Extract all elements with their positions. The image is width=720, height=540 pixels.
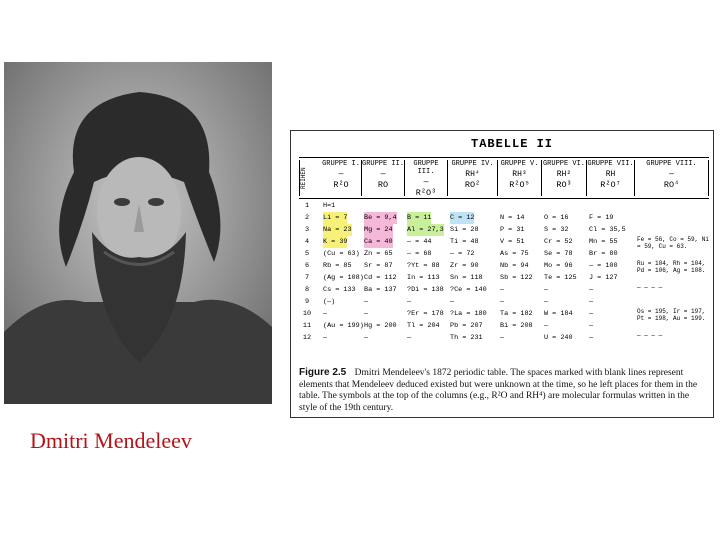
element-cell: Ba = 137 <box>364 286 397 294</box>
element-cell: ?Di = 138 <box>407 286 444 294</box>
element-cell: Pb = 207 <box>450 322 483 330</box>
element-cell: Bi = 208 <box>500 322 533 330</box>
element-cell: Ta = 182 <box>500 310 533 318</box>
row-number: 3 <box>304 226 310 234</box>
table-row <box>299 212 709 224</box>
row-number: 4 <box>304 238 310 246</box>
table-row <box>299 332 709 344</box>
table-grid <box>299 157 709 378</box>
group-name: GRUPPE IV. <box>451 160 494 168</box>
element-cell: Cs = 133 <box>323 286 356 294</box>
element-cell: B = 11 <box>407 214 432 222</box>
element-cell: Ru = 104, Rh = 104, Pd = 106, Ag = 108. <box>637 260 706 274</box>
group-name: GRUPPE VIII. <box>646 160 697 168</box>
element-cell: ?La = 180 <box>450 310 487 318</box>
row-number: 11 <box>302 322 312 330</box>
portrait-caption: Dmitri Mendeleev <box>30 428 192 453</box>
element-cell: Tl = 204 <box>407 322 440 330</box>
element-cell: Hg = 200 <box>364 322 397 330</box>
element-cell: Zn = 65 <box>364 250 393 258</box>
element-cell: Li = 7 <box>323 214 348 222</box>
hydride-formula: — <box>669 170 674 179</box>
table-row <box>299 260 709 272</box>
figure-text: Dmitri Mendeleev's 1872 periodic table. The spaces marked with blank lines represent elements that Mendeleev deduced existed but were unknown at the time, so he left places for them in the table. The symbols at the top of the columns (e.g., R²O and RH⁴) are molecular formulas written in the style of the 19th century. <box>299 368 698 413</box>
element-cell: Ti = 48 <box>450 238 479 246</box>
oxide-formula: RO <box>377 180 389 190</box>
row-number: 12 <box>302 334 312 342</box>
element-cell: Os = 195, Ir = 197, Pt = 198, Au = 199. <box>637 308 706 322</box>
element-cell: S = 32 <box>544 226 569 234</box>
table-row <box>299 272 709 284</box>
hydride-formula: RH² <box>556 170 572 179</box>
table-row <box>299 236 709 248</box>
element-cell: U = 240 <box>544 334 573 342</box>
element-cell: ?Er = 178 <box>407 310 444 318</box>
element-cell: — = 72 <box>450 250 475 258</box>
group-header <box>635 160 709 196</box>
table-row <box>299 284 709 296</box>
row-number: 7 <box>304 274 310 282</box>
figure-label: Figure 2.5 <box>299 367 347 378</box>
row-number: 8 <box>304 286 310 294</box>
row-number: 2 <box>304 214 310 222</box>
oxide-formula: R²O⁵ <box>509 180 530 190</box>
element-cell: — <box>589 310 594 318</box>
element-cell: — <box>323 334 328 342</box>
element-cell: In = 113 <box>407 274 440 282</box>
element-cell: (Au = 199) <box>323 322 364 330</box>
element-cell: Rb = 85 <box>323 262 352 270</box>
table-title: TABELLE II <box>471 137 554 151</box>
element-cell: Th = 231 <box>450 334 483 342</box>
table-row <box>299 296 709 308</box>
element-cell: — <box>589 286 594 294</box>
element-cell: — <box>500 286 505 294</box>
element-cell: — — — — <box>637 332 663 339</box>
element-cell: Se = 78 <box>544 250 573 258</box>
row-number: 10 <box>302 310 312 318</box>
element-cell: P = 31 <box>500 226 525 234</box>
figure-caption <box>299 367 709 414</box>
element-cell: Be = 9,4 <box>364 214 397 222</box>
row-number: 6 <box>304 262 310 270</box>
group-header <box>587 160 635 196</box>
element-cell: — <box>500 334 505 342</box>
element-cell: Mn = 55 <box>589 238 618 246</box>
element-cell: (—) <box>323 298 336 306</box>
reihen-header: REIHEN <box>299 160 320 196</box>
element-cell: Te = 125 <box>544 274 577 282</box>
group-name: GRUPPE II. <box>362 160 405 168</box>
element-cell: — <box>589 334 594 342</box>
group-header <box>321 160 362 196</box>
oxide-formula: RO⁴ <box>663 180 680 190</box>
element-cell: C = 12 <box>450 214 475 222</box>
table-row <box>299 200 709 212</box>
hydride-formula: RH³ <box>512 170 527 179</box>
element-cell: Ca = 40 <box>364 238 393 246</box>
hydride-formula: RH⁴ <box>465 170 480 179</box>
group-name: GRUPPE VII. <box>587 160 634 168</box>
element-cell: Cr = 52 <box>544 238 573 246</box>
element-cell: Zr = 90 <box>450 262 479 270</box>
element-cell: As = 75 <box>500 250 529 258</box>
element-cell: — <box>323 310 328 318</box>
group-header <box>448 160 498 196</box>
element-cell: ?Yt = 88 <box>407 262 440 270</box>
element-cell: — <box>544 322 549 330</box>
table-row <box>299 320 709 332</box>
element-cell: Sb = 122 <box>500 274 533 282</box>
element-cell: — — — — <box>637 284 663 291</box>
element-cell: F = 19 <box>589 214 614 222</box>
group-name: GRUPPE VI. <box>542 160 585 168</box>
element-cell: V = 51 <box>500 238 525 246</box>
oxide-formula: R²O³ <box>415 188 437 198</box>
table-row <box>299 248 709 260</box>
element-cell: — <box>407 334 412 342</box>
table-row <box>299 224 709 236</box>
element-cell: Mo = 96 <box>544 262 573 270</box>
row-number: 5 <box>304 250 310 258</box>
element-cell: ?Ce = 140 <box>450 286 487 294</box>
element-cell: (Ag = 108) <box>323 274 364 282</box>
element-cell: Cl = 35,5 <box>589 226 626 234</box>
element-cell: Sr = 87 <box>364 262 393 270</box>
group-name: GRUPPE III. <box>413 160 439 176</box>
row-number: 9 <box>304 298 310 306</box>
element-cell: Na = 23 <box>323 226 352 234</box>
oxide-formula: RO³ <box>556 180 572 190</box>
element-cell: Si = 28 <box>450 226 479 234</box>
element-cell: — <box>407 298 412 306</box>
oxide-formula: RO² <box>464 180 481 190</box>
element-cell: — <box>544 298 549 306</box>
element-cell: — <box>500 298 505 306</box>
element-cell: — <box>544 286 549 294</box>
element-cell: — = 44 <box>407 238 432 246</box>
group-name: GRUPPE V. <box>500 160 539 168</box>
element-cell: W = 184 <box>544 310 573 318</box>
group-name: GRUPPE I. <box>322 160 360 168</box>
element-cell: K = 39 <box>323 238 348 246</box>
hydride-formula: — <box>423 178 429 187</box>
element-cell: N = 14 <box>500 214 525 222</box>
group-header <box>498 160 542 196</box>
element-cell: Nb = 94 <box>500 262 529 270</box>
element-cell: — = 68 <box>407 250 432 258</box>
row-number: 1 <box>304 202 310 210</box>
element-cell: Mg = 24 <box>364 226 393 234</box>
element-cell: Br = 80 <box>589 250 618 258</box>
group-header <box>542 160 587 196</box>
element-cell: — <box>364 298 369 306</box>
element-cell: (Cu = 63) <box>323 250 360 258</box>
group-header <box>405 160 448 196</box>
element-cell: — <box>364 334 369 342</box>
oxide-formula: R²O⁷ <box>600 180 621 190</box>
portrait-photo <box>4 62 272 404</box>
oxide-formula: R²O <box>333 180 349 190</box>
hydride-formula: RH <box>605 170 616 179</box>
hydride-formula: — <box>338 170 344 179</box>
element-cell: Al = 27,3 <box>407 226 444 234</box>
element-cell: — = 100 <box>589 262 618 270</box>
element-cell: Cd = 112 <box>364 274 397 282</box>
element-cell: — <box>364 310 369 318</box>
element-cell: — <box>450 298 455 306</box>
element-cell: O = 16 <box>544 214 569 222</box>
element-cell: — <box>589 322 594 330</box>
group-header <box>362 160 405 196</box>
element-cell: Sn = 118 <box>450 274 483 282</box>
element-cell: J = 127 <box>589 274 618 282</box>
hydride-formula: — <box>380 170 386 179</box>
element-cell: Fe = 56, Co = 59, Ni = 59, Cu = 63. <box>637 236 710 250</box>
element-cell: H=1 <box>323 202 336 210</box>
element-cell: — <box>589 298 594 306</box>
periodic-table-figure <box>290 130 714 418</box>
table-row <box>299 308 709 320</box>
